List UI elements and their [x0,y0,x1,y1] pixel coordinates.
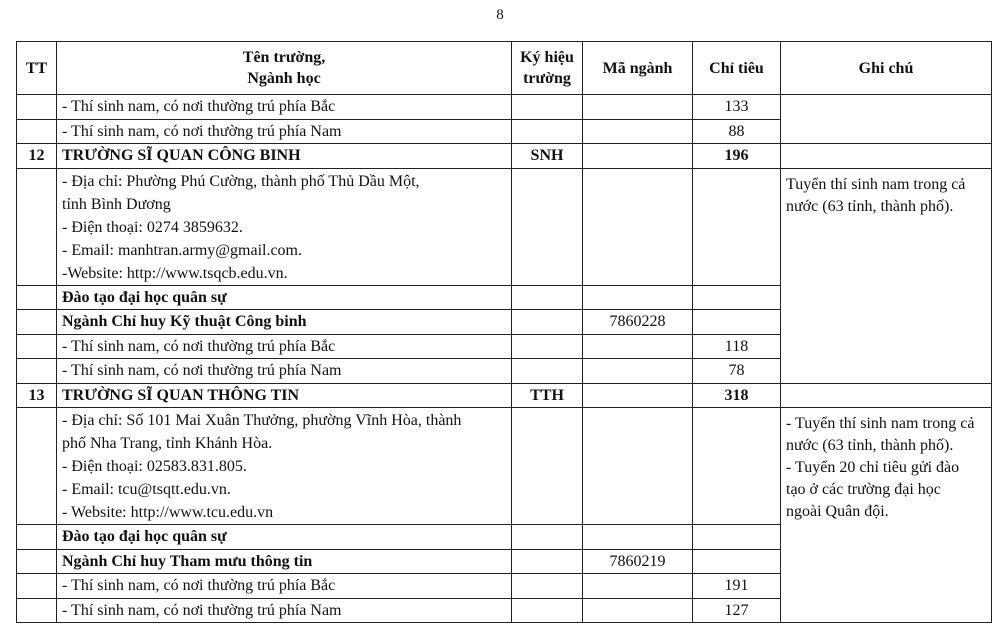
email-line: - Email: manhtran.army@gmail.com. [62,241,302,259]
header-tt: TT [17,42,57,95]
candidate-group-cell: - Thí sinh nam, có nơi thường trú phía Nam [57,359,512,384]
major-code-cell [583,95,693,120]
tt-cell [17,549,57,574]
note-cell [781,383,992,408]
school-code: SNH [512,144,583,169]
note-line: nước (63 tỉnh, thành phố). [786,437,954,454]
tt-cell [17,359,57,384]
note-cell [781,144,992,169]
school-info-row [17,408,992,525]
quota-cell: 133 [693,95,781,120]
school-row-12 [17,144,992,169]
header-code-line-2: trường [523,70,571,87]
table-header-row [17,42,992,95]
code-cell [512,359,583,384]
email-line: - Email: tcu@tsqtt.edu.vn. [62,481,231,498]
quota-cell: 88 [693,119,781,144]
address-line: tỉnh Bình Dương [62,195,171,213]
note-line: ngoài Quân đội. [786,503,889,520]
major-code: 7860228 [583,310,693,335]
school-name: TRƯỜNG SĨ QUAN CÔNG BINH [57,144,512,169]
quota-cell: 118 [693,334,781,359]
major-name: Ngành Chỉ huy Kỹ thuật Công binh [57,310,512,335]
code-cell [512,119,583,144]
quota-cell: 127 [693,598,781,623]
major-code-cell [583,168,693,285]
quota-cell [693,408,781,525]
code-cell [512,574,583,599]
code-cell [512,598,583,623]
code-cell [512,168,583,285]
school-info-row [17,168,992,285]
table-row [17,95,992,120]
header-school-name [57,42,512,95]
page-number: 8 [496,7,504,23]
training-heading: Đào tạo đại học quân sự [57,285,512,310]
tt-cell [17,408,57,525]
quota-cell [693,525,781,550]
school-name: TRƯỜNG SĨ QUAN THÔNG TIN [57,383,512,408]
note-line: - Tuyển 20 chỉ tiêu gửi đào [786,459,960,476]
school-number: 12 [17,144,57,169]
candidate-group-cell: - Thí sinh nam, có nơi thường trú phía Bắc [57,95,512,120]
quota-cell [693,310,781,335]
address-line: - Địa chỉ: Phường Phú Cường, thành phố Thủ Dầu Một, [62,172,420,190]
school-number: 13 [17,383,57,408]
tt-cell [17,525,57,550]
school-contact-info [57,408,512,525]
note-line: nước (63 tỉnh, thành phố). [786,197,954,215]
note-line: Tuyển thí sinh nam trong cả [786,175,966,193]
major-name: Ngành Chỉ huy Tham mưu thông tin [57,549,512,574]
note-line: - Tuyển thí sinh nam trong cả [786,415,975,432]
header-name-line-2: Ngành học [247,70,321,87]
website-line: -Website: http://www.tsqcb.edu.vn. [62,264,288,282]
school-total-quota: 196 [693,144,781,169]
quota-cell [693,549,781,574]
code-cell [512,408,583,525]
major-code-cell [583,574,693,599]
code-cell [512,525,583,550]
school-note [781,168,992,383]
admission-table [16,41,992,623]
tt-cell [17,598,57,623]
quota-cell [693,168,781,285]
major-code-cell [583,285,693,310]
address-line: phố Nha Trang, tỉnh Khánh Hòa. [62,435,273,452]
major-code-cell [583,525,693,550]
quota-cell [693,285,781,310]
header-note: Ghi chú [781,42,992,95]
phone-line: - Điện thoại: 02583.831.805. [62,458,247,475]
major-code: 7860219 [583,549,693,574]
major-code-cell [583,598,693,623]
website-line: - Website: http://www.tcu.edu.vn [62,504,274,521]
tt-cell [17,310,57,335]
code-cell [512,549,583,574]
school-code: TTH [512,383,583,408]
header-quota: Chỉ tiêu [693,42,781,95]
major-code-cell [583,359,693,384]
code-cell [512,310,583,335]
tt-cell [17,119,57,144]
address-line: - Địa chỉ: Số 101 Mai Xuân Thưởng, phường Vĩnh Hòa, thành [62,412,462,429]
tt-cell [17,574,57,599]
major-code-cell [583,383,693,408]
header-school-code [512,42,583,95]
tt-cell [17,95,57,120]
major-code-cell [583,144,693,169]
school-contact-info [57,168,512,285]
quota-cell: 78 [693,359,781,384]
header-name-line-1: Tên trường, [242,49,326,66]
candidate-group-cell: - Thí sinh nam, có nơi thường trú phía Nam [57,598,512,623]
major-code-cell [583,334,693,359]
tt-cell [17,334,57,359]
school-row-13 [17,383,992,408]
training-heading: Đào tạo đại học quân sự [57,525,512,550]
header-code-line-1: Ký hiệu [520,49,574,66]
candidate-group-cell: - Thí sinh nam, có nơi thường trú phía Bắc [57,574,512,599]
note-line: tạo ở các trường đại học [786,481,941,498]
major-code-cell [583,408,693,525]
school-note [781,408,992,623]
tt-cell [17,168,57,285]
school-total-quota: 318 [693,383,781,408]
candidate-group-cell: - Thí sinh nam, có nơi thường trú phía Nam [57,119,512,144]
code-cell [512,285,583,310]
quota-cell: 191 [693,574,781,599]
phone-line: - Điện thoại: 0274 3859632. [62,218,243,236]
note-cell [781,95,992,144]
candidate-group-cell: - Thí sinh nam, có nơi thường trú phía Bắc [57,334,512,359]
code-cell [512,334,583,359]
tt-cell [17,285,57,310]
header-major-code: Mã ngành [583,42,693,95]
code-cell [512,95,583,120]
major-code-cell [583,119,693,144]
